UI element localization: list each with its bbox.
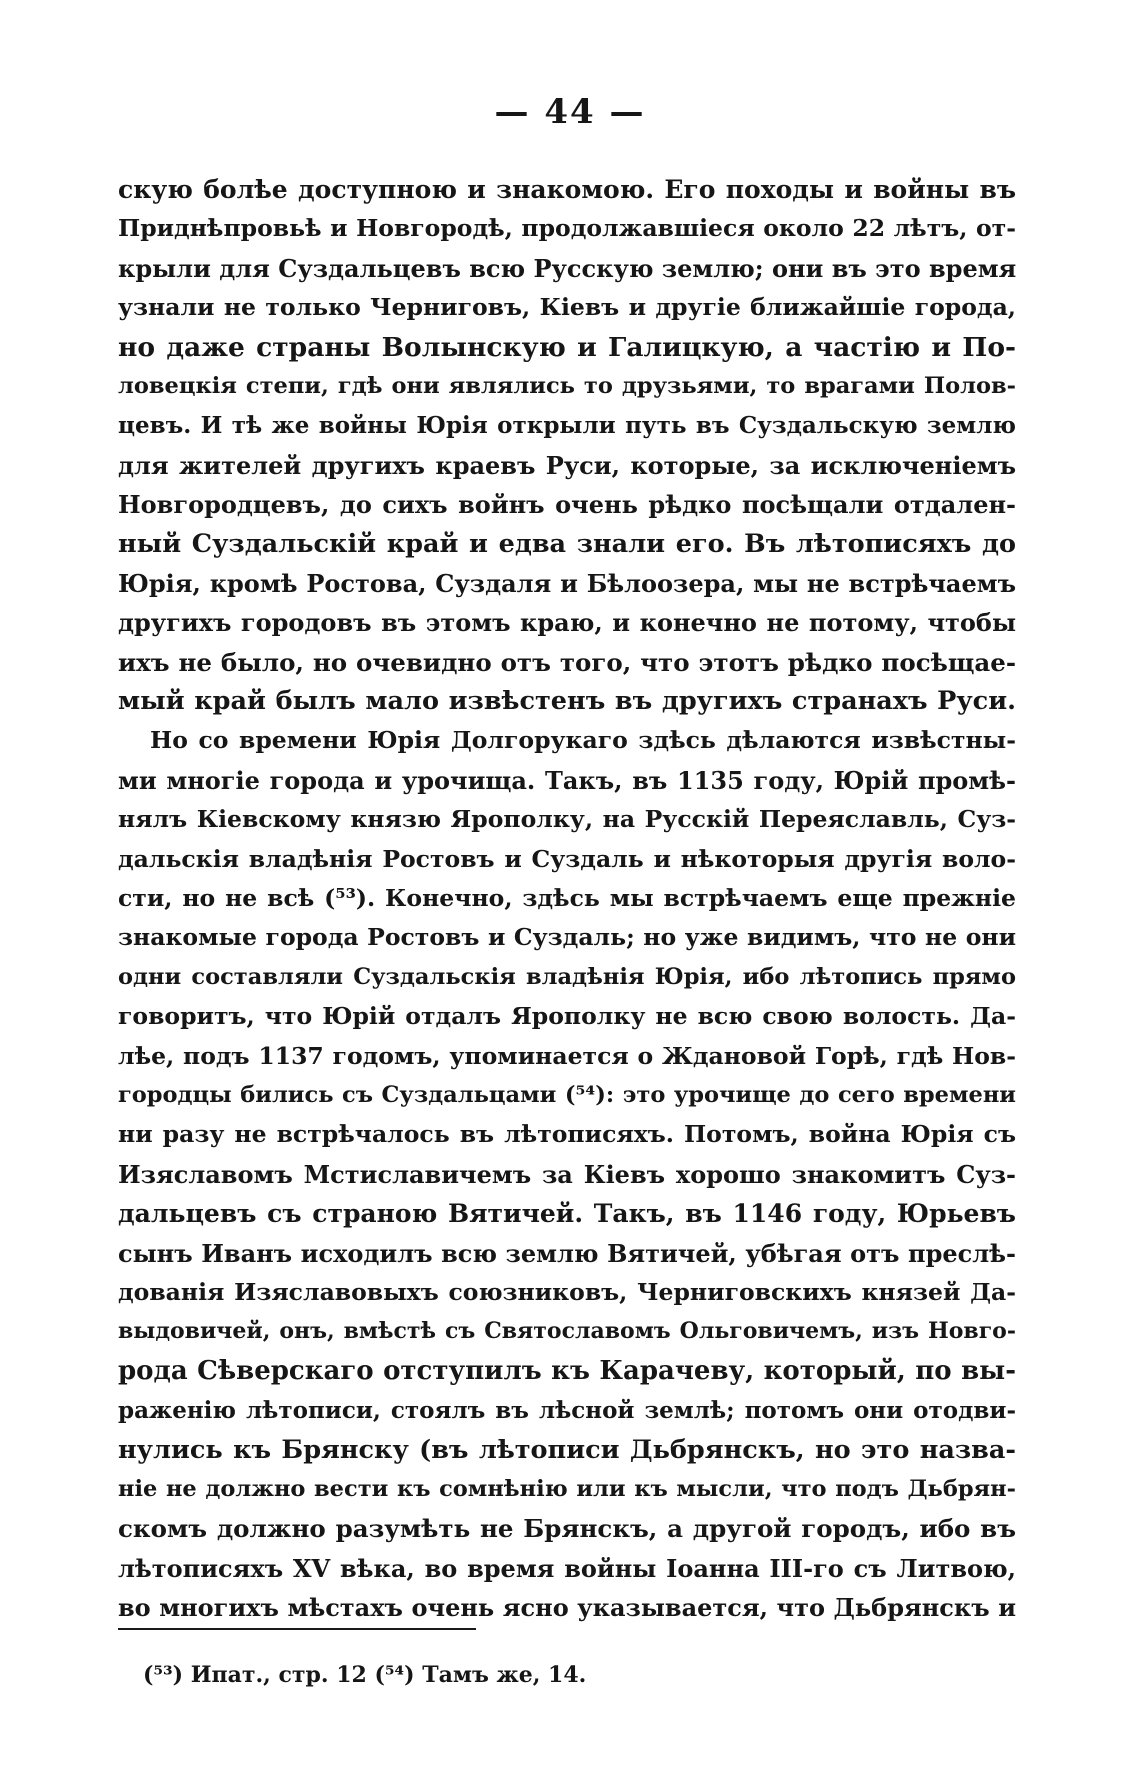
text-line: лѣтописяхъ XV вѣка, во время войны Іоанна III-го съ Литвою,	[118, 1553, 1016, 1583]
text-line: цевъ. И тѣ же войны Юрія открыли путь въ Суздальскую землю	[118, 412, 1016, 440]
text-line: Приднѣпровьѣ и Новгородѣ, продолжавшіеся около 22 лѣтъ, от-	[118, 214, 1016, 243]
body-text	[118, 170, 1016, 1627]
text-line: мый край былъ мало извѣстенъ въ другихъ странахъ Руси.	[118, 686, 1016, 717]
text-line: одни составляли Суздальскія владѣнія Юрія, ибо лѣтопись прямо	[118, 963, 1016, 990]
text-line: Юрія, кромѣ Ростова, Суздаля и Бѣлоозера, мы не встрѣчаемъ	[118, 568, 1016, 598]
text-line: во многихъ мѣстахъ очень ясно указывается, что Дьбрянскъ и	[118, 1593, 1016, 1623]
text-line: лѣе, подъ 1137 годомъ, упоминается о Ждановой Горѣ, гдѣ Нов-	[118, 1041, 1016, 1070]
text-line: сти, но не всѣ (⁵³). Конечно, здѣсь мы встрѣчаемъ еще прежніе	[118, 884, 1016, 913]
text-line: выдовичей, онъ, вмѣстѣ съ Святославомъ Ольговичемъ, изъ Новго-	[118, 1318, 1016, 1345]
text-line: дованія Изяславовыхъ союзниковъ, Черниговскихъ князей Да-	[118, 1277, 1016, 1306]
page-number: — 44 —	[494, 92, 646, 132]
text-line: ми многіе города и урочища. Такъ, въ 1135 году, Юрій промѣ-	[118, 765, 1016, 795]
text-line: Но со времени Юрія Долгорукаго здѣсь дѣлаются извѣстны-	[150, 726, 1016, 755]
text-line: сынъ Иванъ исходилъ всю землю Вятичей, убѣгая отъ преслѣ-	[118, 1238, 1016, 1268]
text-line: ный Суздальскій край и едва знали его. Въ лѣтописяхъ до	[118, 528, 1016, 559]
text-line: для жителей другихъ краевъ Руси, которые, за исключеніемъ	[118, 450, 1016, 480]
footnote-divider	[118, 1628, 476, 1630]
text-line: говоритъ, что Юрій отдалъ Ярополку не всю свою волость. Да-	[118, 1002, 1016, 1031]
text-line: ихъ не было, но очевидно отъ того, что этотъ рѣдко посѣщае-	[118, 647, 1016, 677]
text-line: дальцевъ съ страною Вятичей. Такъ, въ 1146 году, Юрьевъ	[118, 1199, 1016, 1229]
text-line: ловецкія степи, гдѣ они являлись то друзьями, то врагами Полов-	[118, 372, 1016, 399]
text-line: нулись къ Брянску (въ лѣтописи Дьбрянскъ, но это назва-	[118, 1434, 1016, 1465]
text-line: узнали не только Черниговъ, Кіевъ и другіе ближайшіе города,	[118, 293, 1016, 322]
text-line: ніе не должно вести къ сомнѣнію или къ мысли, что подъ Дьбрян-	[118, 1475, 1016, 1502]
text-line: скомъ должно разумѣть не Брянскъ, а другой городъ, ибо въ	[118, 1514, 1016, 1544]
text-line: раженію лѣтописи, стоялъ въ лѣсной землѣ; потомъ они отодви-	[118, 1397, 1016, 1425]
text-line: другихъ городовъ въ этомъ краю, и конечно не потому, чтобы	[118, 608, 1016, 638]
text-line: нялъ Кіевскому князю Ярополку, на Русскій Переяславль, Суз-	[118, 805, 1016, 834]
text-line: Изяславомъ Мстиславичемъ за Кіевъ хорошо знакомитъ Суз-	[118, 1159, 1016, 1189]
text-line: рода Сѣверскаго отступилъ къ Карачеву, который, по вы-	[118, 1355, 1016, 1386]
text-line: дальскія владѣнія Ростовъ и Суздаль и нѣкоторыя другія воло-	[118, 844, 1016, 873]
footnotes: (⁵³) Ипат., стр. 12 (⁵⁴) Тамъ же, 14.	[143, 1662, 587, 1688]
text-line: ни разу не встрѣчалось въ лѣтописяхъ. Потомъ, война Юрія съ	[118, 1120, 1016, 1149]
text-line: скую болѣе доступною и знакомою. Его походы и войны въ	[118, 175, 1016, 204]
text-line: знакомые города Ростовъ и Суздаль; но уже видимъ, что не они	[118, 923, 1016, 952]
text-line: крыли для Суздальцевъ всю Русскую землю; они въ это время	[118, 253, 1017, 283]
text-line: но даже страны Волынскую и Галицкую, а частію и По-	[118, 331, 1016, 363]
text-line: Новгородцевъ, до сихъ войнъ очень рѣдко посѣщали отдален-	[118, 490, 1016, 520]
text-line: городцы бились съ Суздальцами (⁵⁴): это урочище до сего времени	[118, 1081, 1016, 1108]
